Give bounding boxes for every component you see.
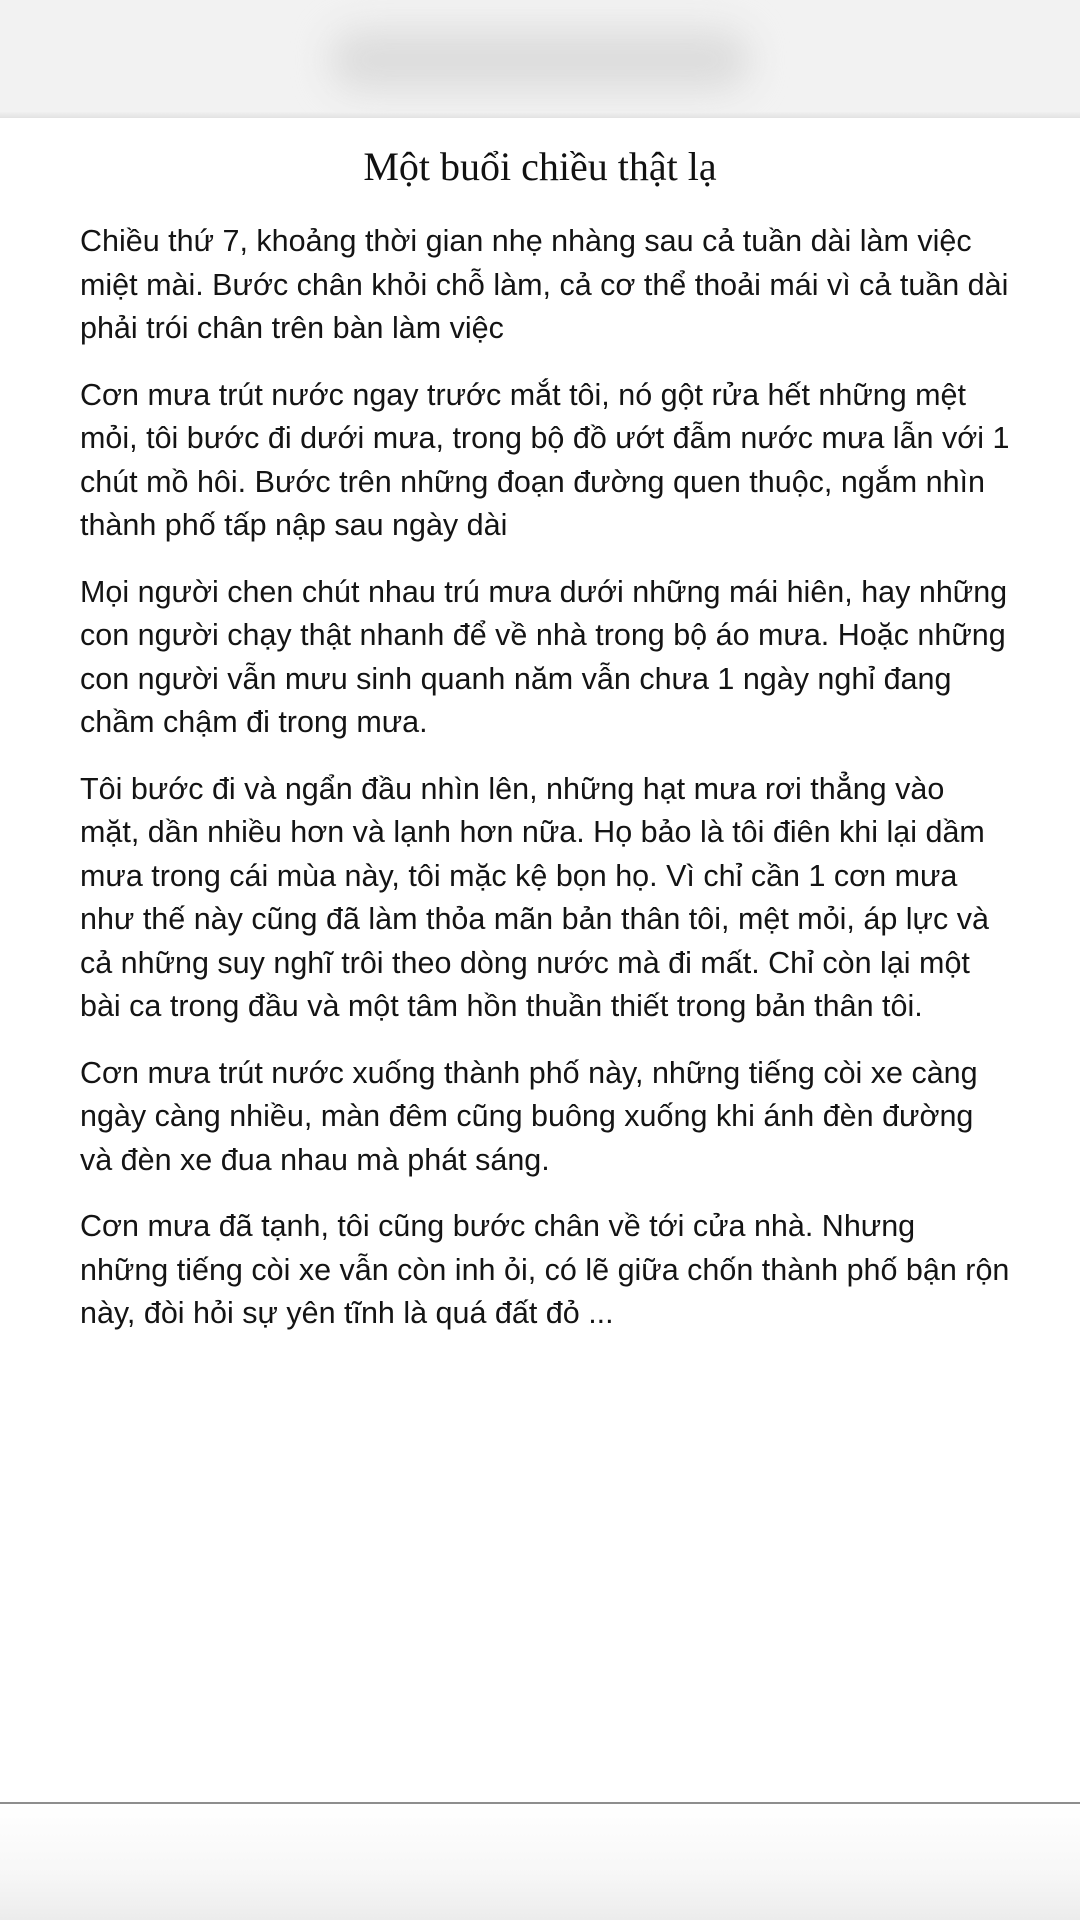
paragraph-5: Cơn mưa trút nước xuống thành phố này, những tiếng còi xe càng ngày càng nhiều, màn đêm cũng buông xuống khi ánh đèn đường và đèn xe đua nhau mà phát sáng. <box>80 1055 978 1177</box>
paragraph-2: Cơn mưa trút nước ngay trước mắt tôi, nó gột rửa hết những mệt mỏi, tôi bước đi dưới mưa, trong bộ đồ ướt đẫm nước mưa lẫn với 1 chút mồ hôi. Bước trên những đoạn đường quen thuộc, ngắm nhìn thành phố tấp nập sau ngày dài <box>80 377 1010 542</box>
paragraph-6: Cơn mưa đã tạnh, tôi cũng bước chân về tới cửa nhà. Nhưng những tiếng còi xe vẫn còn inh ỏi, có lẽ giữa chốn thành phố bận rộn này, đòi hỏi sự yên tĩnh là quá đất đỏ ... <box>80 1209 1010 1330</box>
document-title: Một buổi chiều thật lạ <box>363 144 717 189</box>
paragraph-1: Chiều thứ 7, khoảng thời gian nhẹ nhàng sau cả tuần dài làm việc miệt mài. Bước chân khỏi chỗ làm, cả cơ thể thoải mái vì cả tuần dài phải trói chân trên bàn làm việc <box>80 224 1009 345</box>
blurred-header-area <box>330 30 750 90</box>
bottom-band <box>0 1804 1080 1920</box>
document-body <box>80 220 1010 1359</box>
blurred-top-band <box>0 0 1080 118</box>
paragraph-4: Tôi bước đi và ngẩn đầu nhìn lên, những hạt mưa rơi thẳng vào mặt, dần nhiều hơn và lạnh hơn nữa. Họ bảo là tôi điên khi lại dầm mưa trong cái mùa này, tôi mặc kệ bọn họ. Vì chỉ cần 1 cơn mưa như thế này cũng đã làm thỏa mãn bản thân tôi, mệt mỏi, áp lực và cả những suy nghĩ trôi theo dòng nước mà đi mất. Chỉ còn lại một bài ca trong đầu và một tâm hồn thuần thiết trong bản thân tôi. <box>80 771 989 1023</box>
document-page <box>0 118 1080 1803</box>
paragraph-3: Mọi người chen chút nhau trú mưa dưới những mái hiên, hay những con người chạy thật nhanh để về nhà trong bộ áo mưa. Hoặc những con người vẫn mưu sinh quanh năm vẫn chưa 1 ngày nghỉ đang chầm chậm đi trong mưa. <box>80 574 1008 739</box>
